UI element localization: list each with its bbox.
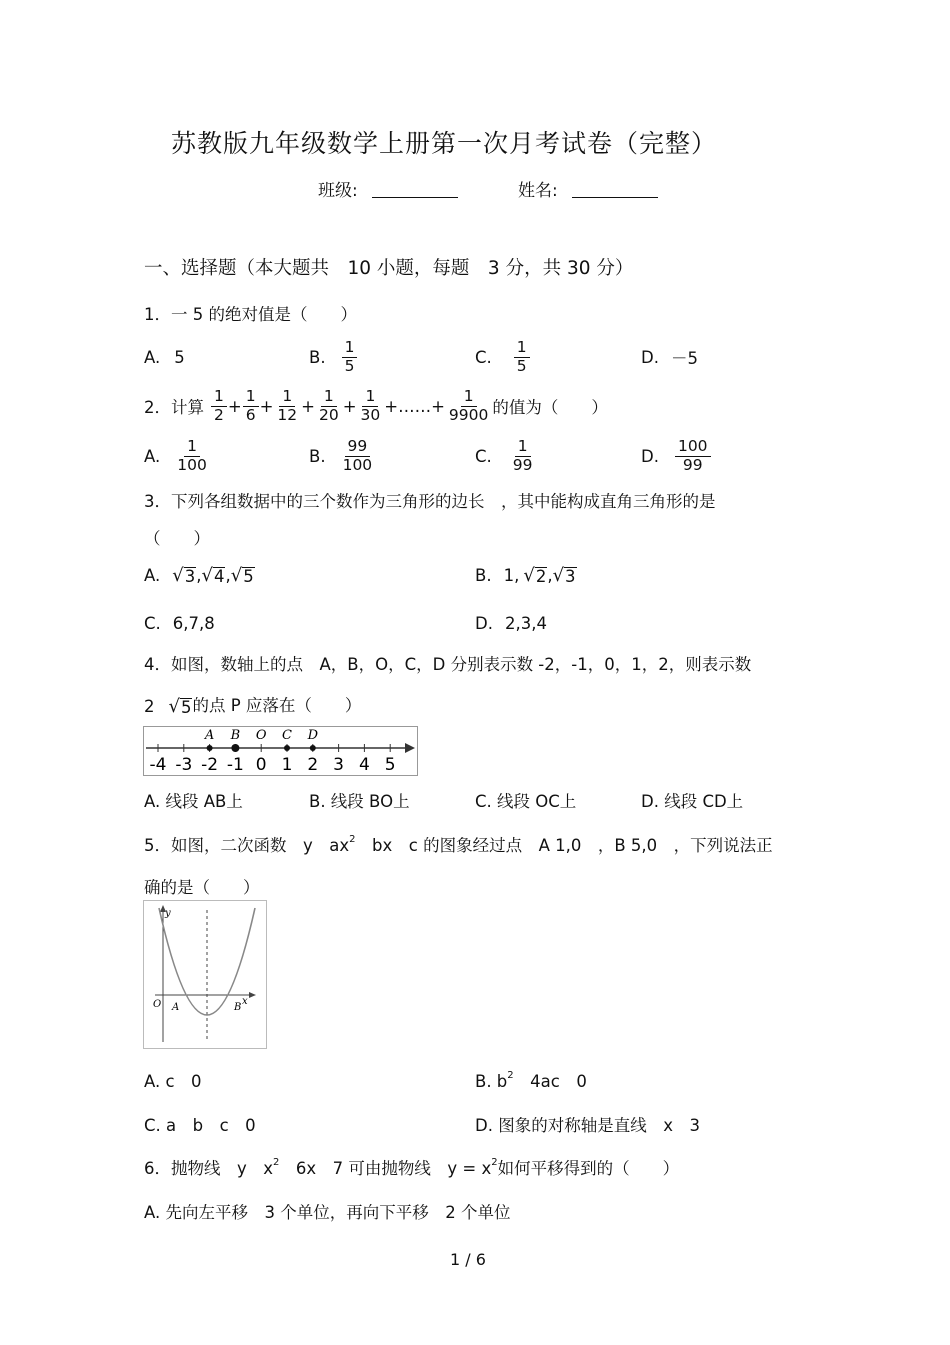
x-label: x: [242, 996, 248, 1007]
tick-label: 3: [333, 755, 345, 775]
tick-label: -4: [149, 755, 167, 775]
option-label: D.: [475, 614, 493, 633]
q2-dots: +……+: [384, 396, 445, 416]
q5-option-a: A. c 0: [144, 1072, 202, 1091]
question-5-stem-cont: 确的是（ ）: [144, 878, 260, 897]
question-4-stem-cont: [144, 692, 361, 716]
point-dot-b: [231, 744, 239, 752]
fraction: $\frac{99}{100}$: [342, 437, 373, 474]
option-label: C.: [475, 347, 492, 367]
point-b-label: B: [234, 1002, 242, 1013]
sqrt: √ 5: [168, 696, 192, 717]
fraction: $\frac{1}{30}$: [360, 387, 381, 424]
option-label: C.: [144, 614, 161, 633]
section-heading: 一、选择题（本大题共 10 小题，每题 3 分，共 30 分）: [144, 258, 634, 279]
parabola-figure: [143, 900, 267, 1050]
option-value: －5: [670, 349, 698, 368]
option-value: 1,: [503, 566, 520, 585]
q4-option-b: B. 线段 BO上: [309, 792, 410, 811]
q1-option-a: [144, 332, 185, 382]
option-value: 5: [174, 347, 185, 367]
q2-option-b: [309, 431, 376, 481]
q4-option-a: A. 线段 AB上: [144, 792, 243, 811]
point-dot-d: [310, 745, 316, 751]
q3-option-d: [475, 614, 547, 633]
q6-stem-b: 6x 7 可由抛物线 y = x: [279, 1159, 492, 1178]
q3-option-b: B. 1, √ 2 , √ 3: [475, 565, 576, 586]
q5-stem-a: 5．如图，二次函数 y ax: [144, 836, 350, 855]
option-text: 4ac 0: [513, 1072, 587, 1091]
option-label: A.: [144, 566, 161, 585]
q2-option-d: [641, 431, 712, 481]
point-dot-c: [284, 745, 290, 751]
question-1-stem: 1．一 5 的绝对值是（ ）: [144, 305, 357, 324]
q5-option-b: [475, 1068, 587, 1092]
tick-label: -2: [201, 755, 219, 775]
fraction: $\frac{100}{99}$: [675, 438, 711, 474]
q6-stem-a: 6．抛物线 y x: [144, 1159, 274, 1178]
y-label: y: [165, 908, 171, 919]
option-value: 6,7,8: [172, 614, 215, 633]
superscript: 2: [349, 834, 356, 845]
page-title: 苏教版九年级数学上册第一次月考试卷（完整）: [171, 129, 718, 158]
point-label-d: D: [307, 728, 319, 743]
question-3-stem: 3．下列各组数据中的三个数作为三角形的边长 ，其中能构成直角三角形的是: [144, 492, 716, 511]
tick-label: -3: [175, 755, 193, 775]
q2-option-c: [475, 431, 537, 481]
superscript: 2: [273, 1157, 280, 1168]
sqrt: √ 3: [172, 565, 196, 586]
option-label: B.: [475, 566, 492, 585]
question-2-stem: 2．计算 $\frac{1}{2}$ + $\frac{1}{6}$ + $\frac{1}{12}$ + $\frac{1}{20}$ + $\frac{1}{30}$ +……+ $\frac{1}{9900}$ 的值为（ ）: [144, 387, 608, 424]
q4-option-c: C. 线段 OC上: [475, 792, 577, 811]
q4-option-d: D. 线段 CD上: [641, 792, 744, 811]
question-3-stem-cont: （ ）: [144, 529, 210, 548]
fraction: $\frac{1}{9900}$: [448, 387, 489, 424]
q4-stem-pre: 2: [144, 697, 155, 716]
tick-label: 1: [281, 755, 293, 775]
q1-option-d: [641, 332, 698, 382]
q2-suffix: 的值为（ ）: [492, 398, 608, 417]
fraction: $\frac{1}{12}$: [277, 387, 298, 424]
point-label-a: A: [204, 728, 215, 743]
option-label: C.: [475, 446, 492, 466]
question-4-stem: 4．如图，数轴上的点 A，B，O，C，D 分别表示数 -2，-1，0，1，2，则表示数: [144, 655, 752, 674]
fraction: $\frac{1}{5}$: [514, 339, 530, 375]
q5-option-c: C. a b c 0: [144, 1116, 256, 1135]
q2-option-a: [144, 431, 211, 481]
option-label: A.: [144, 347, 161, 367]
q4-stem-post: 的点 P 应落在（ ）: [192, 696, 362, 715]
q1-option-b: [309, 332, 358, 382]
q3-option-c: [144, 614, 215, 633]
name-blank[interactable]: [572, 183, 658, 198]
tick-label: -1: [226, 755, 244, 775]
sqrt: √ 3: [552, 565, 576, 586]
q5-option-d: D. 图象的对称轴是直线 x 3: [475, 1116, 700, 1135]
tick-label: 0: [255, 755, 267, 775]
sqrt: √ 4: [201, 565, 225, 586]
q1-option-c: [475, 332, 531, 382]
question-5-stem: [144, 832, 773, 856]
tick-label: 4: [358, 755, 370, 775]
point-a-label: A: [172, 1002, 180, 1013]
point-label-b: B: [230, 728, 241, 743]
class-blank[interactable]: [372, 183, 458, 198]
option-label: D.: [641, 446, 659, 466]
number-line-figure: [143, 726, 419, 776]
q3-option-a: A. √ 3 , √ 4 , √ 5: [144, 565, 254, 586]
point-label-o: O: [255, 728, 267, 743]
name-label: 姓名:: [518, 181, 558, 201]
q5-stem-b: bx c 的图象经过点 A 1,0 ，B 5,0 ，下列说法正: [355, 836, 773, 855]
fraction: $\frac{1}{2}$: [211, 388, 227, 424]
fraction: $\frac{1}{99}$: [512, 437, 533, 474]
option-value: 2,3,4: [504, 614, 547, 633]
tick-label: 2: [307, 755, 319, 775]
page-number: 1 / 6: [450, 1250, 486, 1269]
option-text: B. b: [475, 1072, 508, 1091]
question-6-stem: [144, 1155, 679, 1179]
option-label: A.: [144, 446, 161, 466]
tick-label: 5: [384, 755, 396, 775]
superscript: 2: [507, 1070, 514, 1081]
point-dot-a: [207, 745, 213, 751]
sqrt: √ 2: [523, 565, 547, 586]
q6-stem-c: 如何平移得到的（ ）: [497, 1159, 680, 1178]
origin-label: O: [153, 999, 162, 1010]
fraction: $\frac{1}{5}$: [342, 339, 358, 375]
fraction: $\frac{1}{20}$: [318, 387, 339, 424]
fraction: $\frac{1}{100}$: [177, 437, 207, 474]
class-field: [318, 176, 458, 201]
option-label: B.: [309, 446, 326, 466]
sqrt: √ 5: [230, 565, 254, 586]
class-label: 班级:: [318, 181, 358, 201]
option-label: B.: [309, 347, 326, 367]
point-label-c: C: [282, 728, 292, 743]
q6-option-a: A. 先向左平移 3 个单位，再向下平移 2 个单位: [144, 1203, 511, 1222]
superscript: 2: [491, 1157, 498, 1168]
q2-prefix: 2．计算: [144, 398, 204, 417]
name-field: [518, 176, 658, 201]
fraction: $\frac{1}{6}$: [243, 388, 259, 424]
option-label: D.: [641, 347, 659, 367]
